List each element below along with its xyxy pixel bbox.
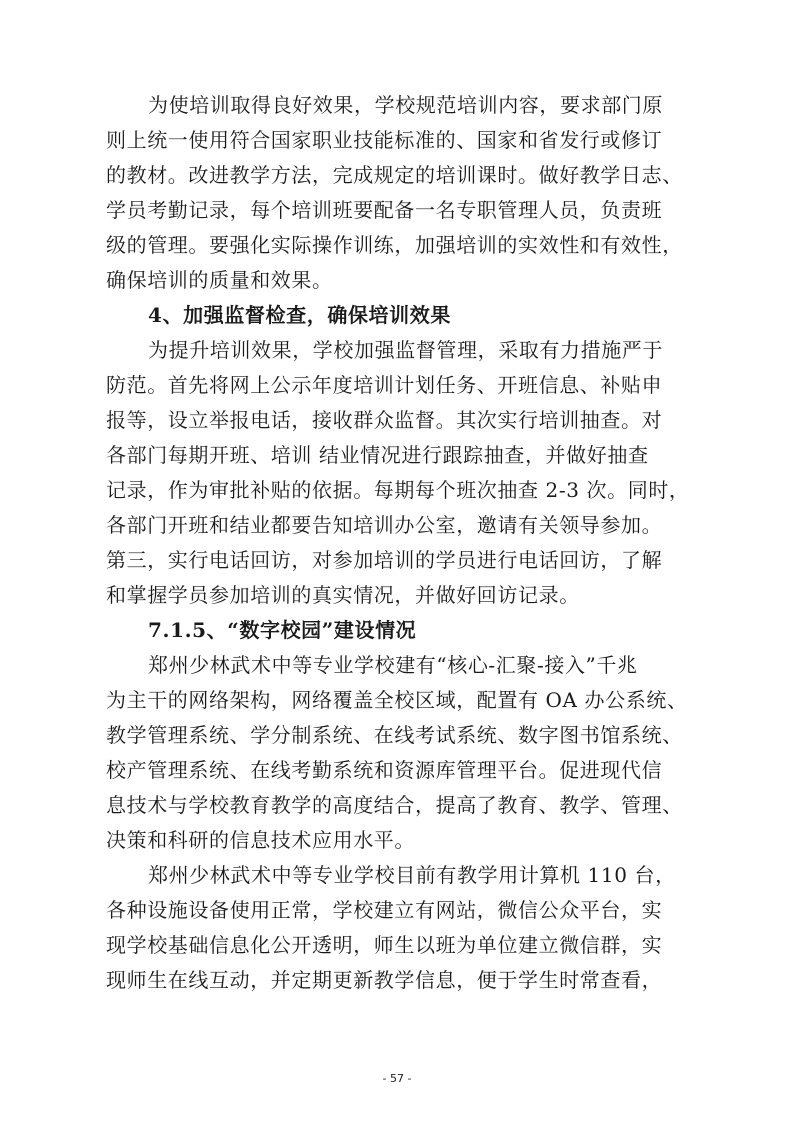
section-heading: 4、加强监督检查，确保培训效果 — [148, 303, 451, 327]
text-line: 则上统一使用符合国家职业技能标准的、国家和省发行或修订 — [106, 128, 663, 152]
text-line: 现师生在线互动，并定期更新教学信息，便于学生时常查看， — [106, 968, 663, 992]
text-line: 现学校基础信息化公开透明，师生以班为单位建立微信群，实 — [106, 933, 663, 957]
text-line: 第三，实行电话回访，对参加培训的学员进行电话回访，了解 — [106, 548, 663, 572]
text-line: 为使培训取得良好效果，学校规范培训内容，要求部门原 — [148, 93, 663, 117]
section-heading: 7.1.5、“数字校园”建设情况 — [148, 618, 417, 642]
text-line: 各部门开班和结业都要告知培训办公室，邀请有关领导参加。 — [106, 513, 663, 537]
text-line: 郑州少林武术中等专业学校建有“核心-汇聚-接入”千兆 — [148, 653, 638, 677]
text-line: 和掌握学员参加培训的真实情况，并做好回访记录。 — [106, 583, 580, 607]
text-line: 郑州少林武术中等专业学校目前有教学用计算机 110 台， — [148, 863, 676, 887]
text-line: 校产管理系统、在线考勤系统和资源库管理平台。促进现代信 — [106, 758, 663, 782]
text-line: 为主干的网络架构，网络覆盖全校区域，配置有 OA 办公系统、 — [106, 688, 688, 712]
text-line: 决策和科研的信息技术应用水平。 — [106, 828, 415, 852]
page-number: - 57 - — [382, 1072, 412, 1085]
text-line: 确保培训的质量和效果。 — [106, 268, 333, 292]
text-line: 防范。首先将网上公示年度培训计划任务、开班信息、补贴申 — [106, 373, 663, 397]
text-line: 的教材。改进教学方法，完成规定的培训课时。做好教学日志、 — [106, 163, 683, 187]
text-line: 各种设施设备使用正常，学校建立有网站，微信公众平台，实 — [106, 898, 663, 922]
text-line: 报等，设立举报电话，接收群众监督。其次实行培训抽查。对 — [106, 408, 663, 432]
text-line: 为提升培训效果，学校加强监督管理，采取有力措施严于 — [148, 338, 663, 362]
text-line: 各部门每期开班、培训 结业情况进行跟踪抽查，并做好抽查 — [106, 443, 649, 467]
text-line: 记录，作为审批补贴的依据。每期每个班次抽查 2-3 次。同时， — [106, 478, 690, 502]
text-line: 教学管理系统、学分制系统、在线考试系统、数字图书馆系统、 — [106, 723, 683, 747]
text-line: 息技术与学校教育教学的高度结合，提高了教育、教学、管理、 — [106, 793, 683, 817]
text-line: 学员考勤记录，每个培训班要配备一名专职管理人员，负责班 — [106, 198, 663, 222]
text-line: 级的管理。要强化实际操作训练，加强培训的实效性和有效性， — [106, 233, 683, 257]
